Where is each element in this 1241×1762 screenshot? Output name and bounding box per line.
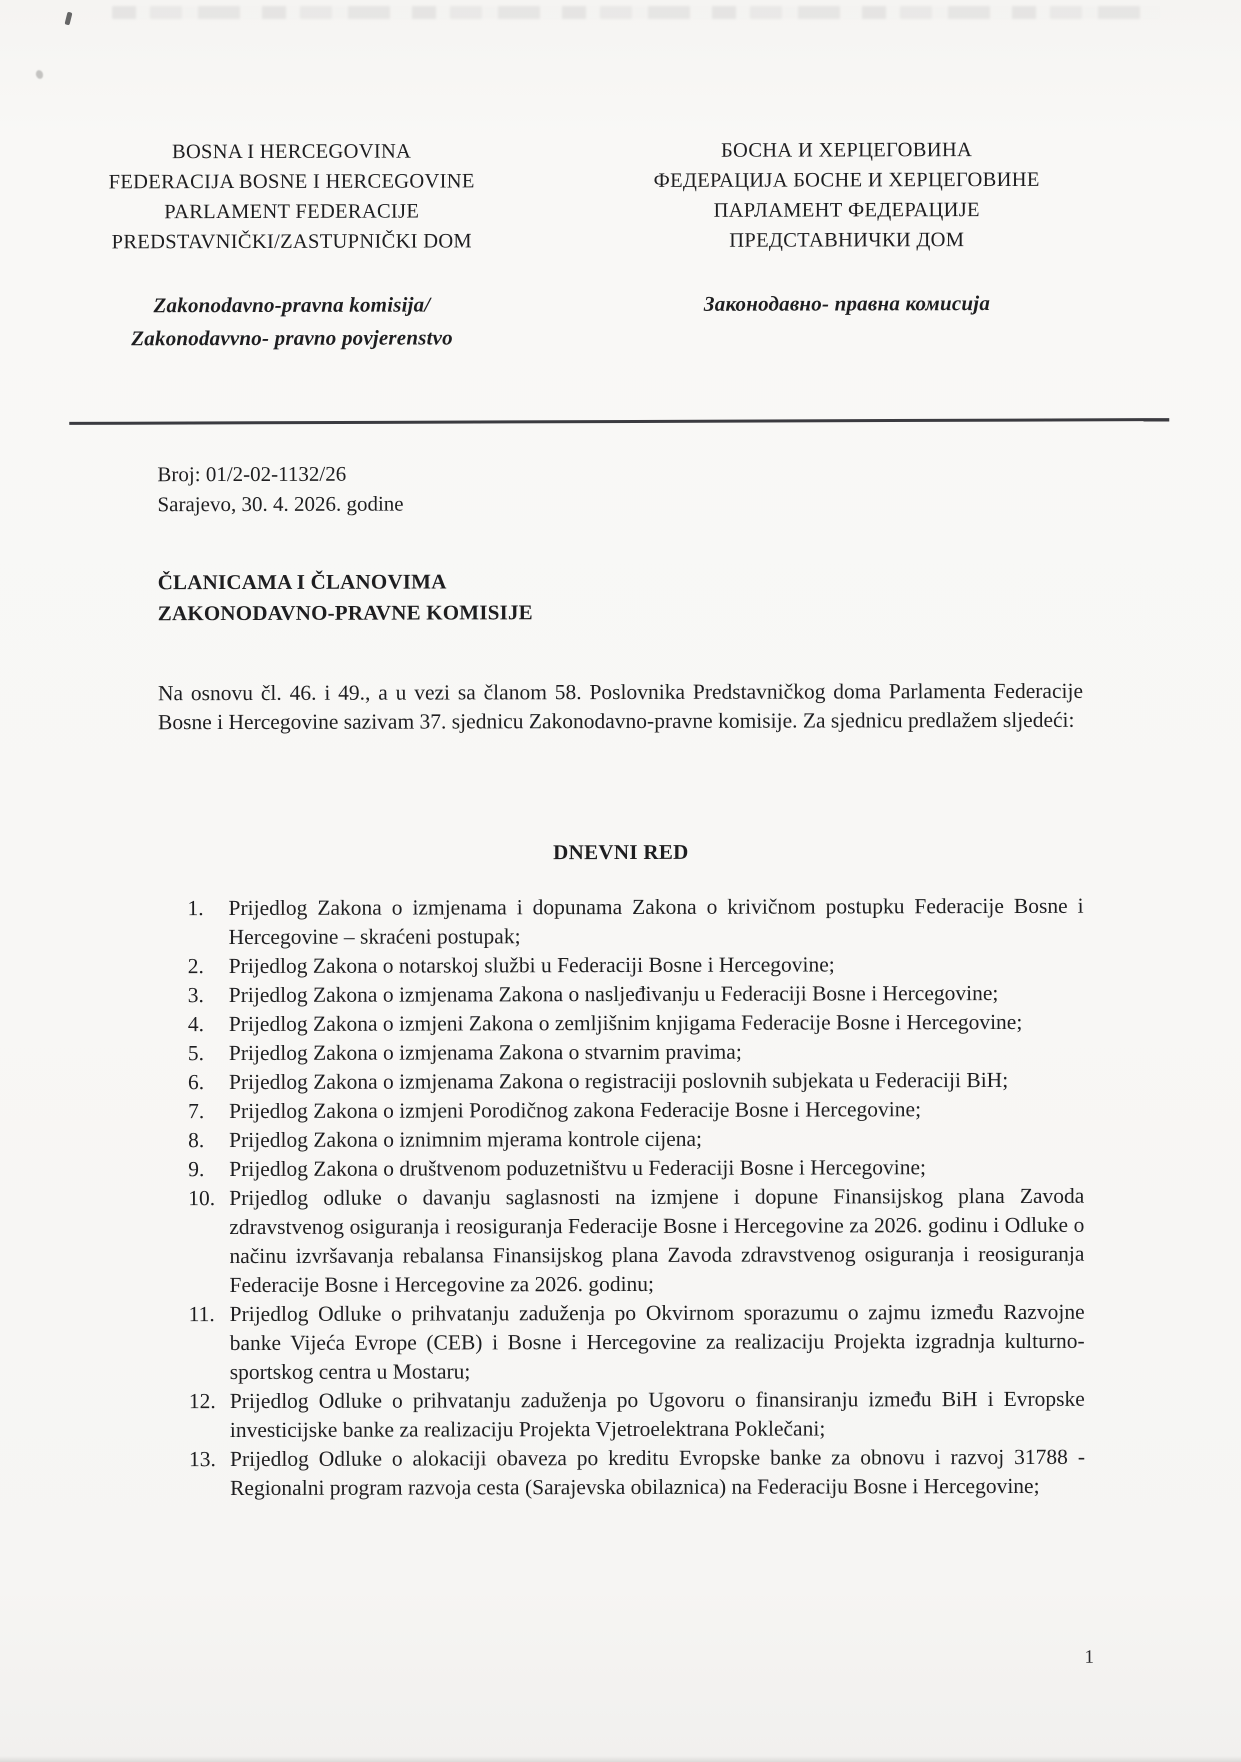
agenda-item: [159, 1008, 1084, 1039]
committee-name-cyrillic: [651, 287, 1043, 321]
institution-line: БОСНА И ХЕРЦЕГОВИНА: [721, 139, 973, 162]
place-date: Sarajevo, 30. 4. 2026. godine: [157, 491, 404, 517]
agenda-item: [160, 1443, 1085, 1503]
divider-line: [69, 418, 1169, 425]
scan-artifact-bottom-edge: [0, 1756, 1241, 1762]
intro-paragraph: Na osnovu čl. 46. i 49., a u vezi sa članom 58. Poslovnika Predstavničkog doma Parlamenta Federacije Bosne i Hercegovine sazivam 37. sjednicu Zakonodavno-pravne komisije. Za sjednicu predlažem sljedeći:: [157, 678, 1083, 734]
agenda-item: [159, 950, 1084, 981]
agenda-item-number: 4.: [187, 1012, 204, 1037]
institution-line: PREDSTAVNIČKI/ZASTUPNIČKI DOM: [111, 230, 472, 254]
agenda-item-text: Prijedlog odluke o davanju saglasnosti na izmjene i dopune Finansijskog plana Zavoda zdravstvenog osiguranja i reosiguranja Federacije Bosne i Hercegovine za 2026. godinu i Odluke o načinu izvršavanja rebalansa Finansijskog plana Zavoda zdravstvenog osiguranja i reosiguranja Federacije Bosne i Hercegovine za 2026. godinu;: [229, 1183, 1085, 1298]
agenda-item-number: 12.: [188, 1389, 216, 1414]
agenda-item-number: 7.: [188, 1099, 205, 1124]
addressee-block: [158, 566, 533, 629]
agenda-item-number: 2.: [187, 954, 204, 979]
agenda-item-text: Prijedlog Odluke o alokaciji obaveza po kreditu Evropske banke za obnovu i razvoj 31788 - Regionalni program razvoja cesta (Sarajevska obilaznica) na Federaciju Bosne i Hercegovine;: [229, 1444, 1086, 1501]
letterhead-cyrillic: [651, 135, 1043, 321]
document-meta: [157, 459, 403, 520]
agenda-title: DNEVNI RED: [553, 839, 689, 865]
agenda-item-text: Prijedlog Odluke o prihvatanju zaduženja po Ugovoru o finansiranju između BiH i Evropske investicijske banke za realizaciju Projekta Vjetroelektrana Poklečani;: [229, 1386, 1085, 1443]
committee-name-latin: [97, 288, 487, 355]
agenda-item-text: Prijedlog Zakona o izmjenama Zakona o stvarnim pravima;: [228, 1039, 742, 1066]
agenda-item: [159, 1182, 1084, 1300]
addressee-line: ČLANICAMA I ČLANOVIMA: [157, 569, 447, 595]
agenda-item: [158, 892, 1083, 952]
agenda-item-text: Prijedlog Zakona o izmjenama Zakona o registraciji poslovnih subjekata u Federaciji BiH;: [228, 1067, 1009, 1095]
institution-line: FEDERACIJA BOSNE I HERCEGOVINE: [108, 170, 475, 194]
addressee-line: ZAKONODAVNO-PRAVNE KOMISIJE: [157, 600, 533, 626]
agenda-item-text: Prijedlog Odluke o prihvatanju zaduženja po Okvirnom sporazumu o zajmu između Razvojne banke Vijeća Evrope (CEB) i Bosne i Hercegovine za realizaciju Projekta izgradnja kulturno-sportskog centra u Mostaru;: [229, 1299, 1085, 1385]
committee-line: Законодавно- правна комисија: [703, 291, 991, 316]
institution-line: ФЕДЕРАЦИЈА БОСНЕ И ХЕРЦЕГОВИНЕ: [653, 168, 1040, 192]
agenda-item-text: Prijedlog Zakona o izmjenama i dopunama Zakona o krivičnom postupku Federacije Bosne i Hercegovine – skraćeni postupak;: [228, 893, 1084, 950]
institution-line: ПАРЛАМЕНТ ФЕДЕРАЦИЈЕ: [713, 199, 980, 222]
institution-line: PARLAMENT FEDERACIJE: [164, 200, 420, 224]
agenda-item: [160, 1385, 1085, 1445]
agenda-item-number: 8.: [188, 1128, 205, 1153]
agenda-item: [159, 1095, 1084, 1126]
agenda-item: [159, 1153, 1084, 1184]
agenda-item-text: Prijedlog Zakona o društvenom poduzetništvu u Federaciji Bosne i Hercegovine;: [229, 1155, 927, 1182]
committee-line: Zakonodavno-pravna komisija/: [153, 292, 431, 318]
agenda-list: [158, 892, 1085, 1503]
agenda-item-number: 6.: [187, 1070, 205, 1095]
agenda-item-number: 9.: [188, 1157, 205, 1182]
agenda-item-text: Prijedlog Zakona o izmjenama Zakona o nasljeđivanju u Federaciji Bosne i Hercegovine;: [228, 981, 999, 1008]
agenda-item: [159, 1066, 1084, 1097]
agenda-item: [160, 1298, 1085, 1387]
agenda-item-number: 13.: [188, 1447, 216, 1472]
agenda-item-text: Prijedlog Zakona o izmjeni Porodičnog zakona Federacije Bosne i Hercegovine;: [229, 1097, 922, 1124]
agenda-item-number: 5.: [187, 1041, 205, 1066]
agenda-item-number: 3.: [187, 983, 204, 1008]
committee-line: Zakonodavvno- pravno povjerenstvo: [131, 325, 453, 351]
agenda-item-number: 10.: [188, 1186, 216, 1211]
agenda-item: [159, 1124, 1084, 1155]
agenda-item-text: Prijedlog Zakona o izmjeni Zakona o zemljišnim knjigama Federacije Bosne i Hercegovine;: [228, 1009, 1023, 1037]
institution-line: BOSNA I HERCEGOVINA: [171, 140, 412, 164]
reference-number: Broj: 01/2-02-1132/26: [157, 461, 347, 487]
agenda-item-number: 11.: [188, 1302, 215, 1327]
agenda-item: [159, 1037, 1084, 1068]
agenda-item: [159, 979, 1084, 1010]
institution-line: ПРЕДСТАВНИЧКИ ДОМ: [729, 229, 965, 252]
agenda-item-text: Prijedlog Zakona o notarskoj službi u Federaciji Bosne i Hercegovine;: [228, 952, 835, 979]
letterhead-latin: [97, 136, 488, 355]
agenda-item-text: Prijedlog Zakona o iznimnim mjerama kontrole cijena;: [229, 1126, 703, 1153]
page-number: 1: [1084, 1646, 1095, 1668]
agenda-item-number: 1.: [187, 896, 204, 921]
